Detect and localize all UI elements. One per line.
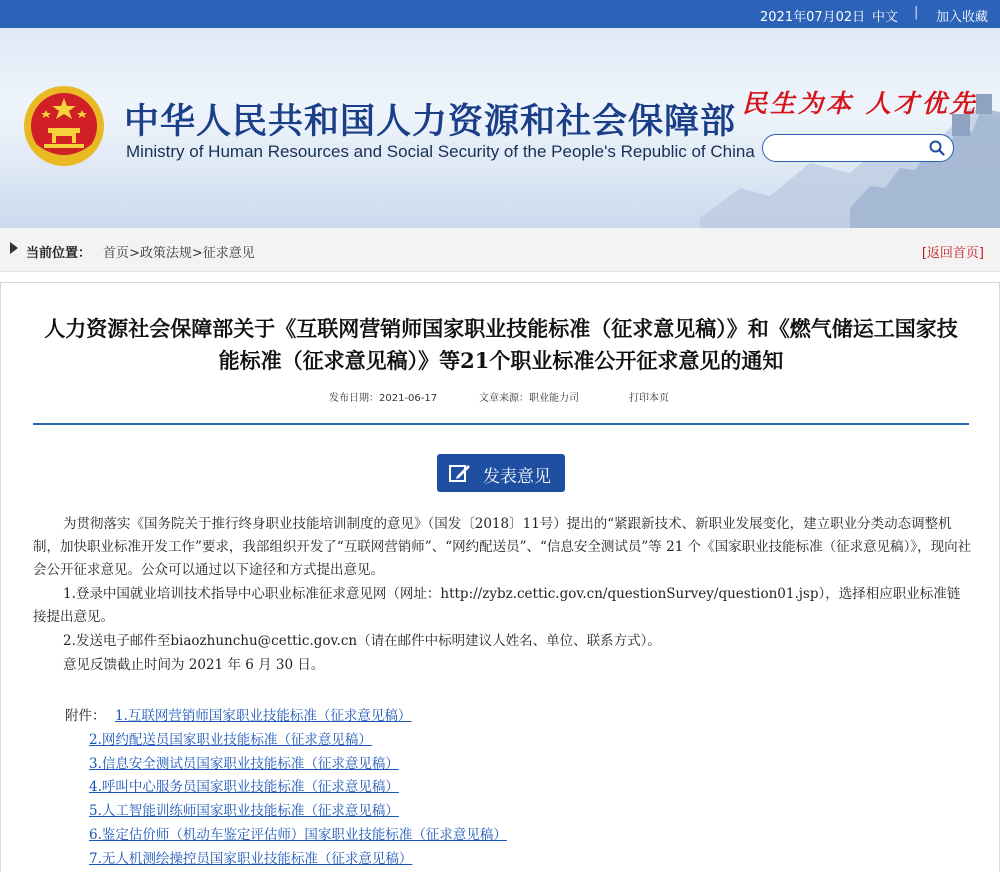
attachment-link-1[interactable]: 1.互联网营销师国家职业技能标准（征求意见稿） [115,708,412,724]
breadcrumb [0,228,1000,272]
paragraph-deadline: 意见反馈截止时间为 2021 年 6 月 30 日。 [63,657,325,673]
article-title: 人力资源社会保障部关于《互联网营销师国家职业技能标准（征求意见稿）》和《燃气储运工国家技能标准（征求意见稿）》等21个职业标准公开征求意见的通知 [44,316,958,373]
edit-icon [449,463,471,483]
comment-button[interactable] [437,454,565,492]
attachment-link-3[interactable]: 3.信息安全测试员国家职业技能标准（征求意见稿） [89,755,399,772]
print-page-link[interactable]: 打印本页 [629,393,669,404]
attachment-link-7[interactable]: 7.无人机测绘操控员国家职业技能标准（征求意见稿） [89,850,413,867]
ministry-title-en: Ministry of Human Resources and Social Security of the People's Republic of China [126,142,755,161]
article-container [0,282,1000,872]
attachment-link-2[interactable]: 2.网约配送员国家职业技能标准（征求意见稿） [89,731,372,748]
add-favorite-link[interactable]: 加入收藏 [936,10,989,25]
comment-button-label: 发表意见 [483,467,551,487]
slogan: 民生为本 人才优先 [742,89,978,118]
paragraph-method-2: 2.发送电子邮件至biaozhunchu@cettic.gov.cn（请在邮件中标明建议人姓名、单位、联系方式）。 [63,633,661,649]
ministry-title-cn: 中华人民共和国人力资源和社会保障部 [124,101,737,142]
paragraph-intro: 为贯彻落实《国务院关于推行终身职业技能培训制度的意见》（国发〔2018〕11号）提出的“紧跟新技术、新职业发展变化，建立职业分类动态调整机制，加快职业标准开发工作”要求，我部组织开发了“互联网营销师”、“网约配送员”、“信息安全测试员”等 21 个《国家职业技能标准（征求意见稿）》，现向社会公开征求意见。公众可以通过以下途径和方式提出意见。 [33,516,972,578]
search-icon[interactable] [929,140,945,156]
breadcrumb-path[interactable]: 首页>政策法规>征求意见 [103,246,255,261]
play-arrow-icon [10,242,18,254]
attachment-link-6[interactable]: 6.鉴定估价师（机动车鉴定评估师）国家职业技能标准（征求意见稿） [89,827,507,843]
title-divider [33,423,969,425]
paragraph-method-1: 1.登录中国就业培训技术指导中心职业标准征求意见网（网址：http://zybz.cettic.gov.cn/questionSurvey/question01.jsp），选择相应职业标准链接提出意见。 [33,586,961,625]
separator: | [914,5,919,20]
breadcrumb-label: 当前位置： [26,246,92,261]
top-bar [0,0,1000,28]
search-input[interactable] [762,134,954,162]
back-home-link[interactable]: [返回首页] [921,246,984,261]
national-emblem-icon [22,84,106,168]
article-source: 文章来源：职业能力司 [479,393,579,404]
site-header [0,28,1000,228]
language-link[interactable]: 中文 [872,10,899,25]
attachment-link-4[interactable]: 4.呼叫中心服务员国家职业技能标准（征求意见稿） [89,779,399,796]
current-date: 2021年07月02日 [760,10,866,25]
publish-date: 发布日期：2021-06-17 [329,393,438,404]
attachment-link-5[interactable]: 5.人工智能训练师国家职业技能标准（征求意见稿） [89,803,399,820]
attachments-label: 附件： [65,708,106,724]
